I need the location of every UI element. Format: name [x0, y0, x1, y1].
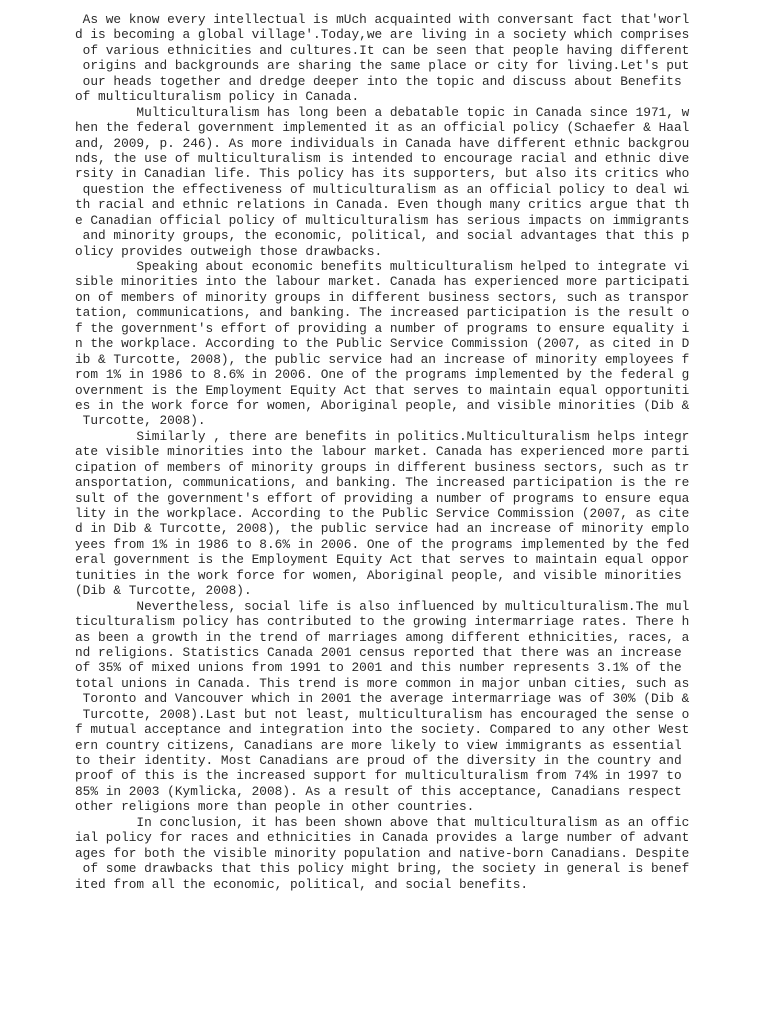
- text-line: ial policy for races and ethnicities in Canada provides a large number of advant: [75, 830, 690, 846]
- text-line: and, 2009, p. 246). As more individuals in Canada have different ethnic backgrou: [75, 135, 690, 151]
- text-line: yees from 1% in 1986 to 8.6% in 2006. One of the programs implemented by the fed: [75, 536, 690, 552]
- text-line: total unions in Canada. This trend is more common in major unban cities, such as: [75, 675, 690, 691]
- text-line: to their identity. Most Canadians are proud of the diversity in the country and: [75, 753, 682, 768]
- text-line: overnment is the Employment Equity Act that serves to maintain equal opportuniti: [75, 382, 690, 398]
- text-line: nd religions. Statistics Canada 2001 census reported that there was an increase: [75, 644, 682, 660]
- text-line: origins and backgrounds are sharing the same place or city for living.Let's put: [75, 58, 690, 74]
- text-line: es in the work force for women, Aboriginal people, and visible minorities (Dib &: [75, 397, 690, 413]
- text-line: tunities in the work force for women, Aboriginal people, and visible minorities: [75, 567, 682, 583]
- text-line: nds, the use of multiculturalism is intended to encourage racial and ethnic dive: [75, 150, 690, 166]
- text-line: d is becoming a global village'.Today,we are living in a society which comprises: [75, 27, 690, 43]
- text-line: ern country citizens, Canadians are more likely to view immigrants as essential: [75, 737, 682, 753]
- text-line: Similarly , there are benefits in politics.Multiculturalism helps integr: [75, 428, 690, 444]
- text-line: Speaking about economic benefits multiculturalism helped to integrate vi: [75, 259, 690, 274]
- text-line: n the workplace. According to the Public Service Commission (2007, as cited in D: [75, 336, 690, 352]
- text-line: cipation of members of minority groups in different business sectors, such as tr: [75, 459, 690, 475]
- text-line: of some drawbacks that this policy might bring, the society in general is benef: [75, 861, 690, 877]
- text-line: as been a growth in the trend of marriages among different ethnicities, races, a: [75, 629, 690, 645]
- text-line: 85% in 2003 (Kymlicka, 2008). As a result of this acceptance, Canadians respect: [75, 783, 682, 799]
- text-line: other religions more than people in other countries.: [75, 799, 475, 815]
- text-line: rsity in Canadian life. This policy has its supporters, but also its critics who: [75, 166, 690, 182]
- text-line: eral government is the Employment Equity Act that serves to maintain equal oppor: [75, 552, 690, 568]
- text-line: d in Dib & Turcotte, 2008), the public service had an increase of minority emplo: [75, 521, 690, 537]
- text-line: ited from all the economic, political, and social benefits.: [75, 876, 529, 892]
- text-line: ages for both the visible minority population and native-born Canadians. Despite: [75, 845, 690, 861]
- text-line: ate visible minorities into the labour market. Canada has experienced more parti: [75, 444, 690, 460]
- text-line: tation, communications, and banking. The increased participation is the result o: [75, 305, 690, 321]
- text-line: of multiculturalism policy in Canada.: [75, 89, 360, 105]
- text-line: ib & Turcotte, 2008), the public service had an increase of minority employees f: [75, 351, 690, 367]
- text-line: th racial and ethnic relations in Canada. Even though many critics argue that th: [75, 197, 690, 213]
- text-line: and minority groups, the economic, political, and social advantages that this p: [75, 228, 690, 244]
- text-line: As we know every intellectual is mUch acquainted with conversant fact that'worl: [75, 12, 690, 27]
- text-line: Toronto and Vancouver which in 2001 the average intermarriage was of 30% (Dib &: [75, 691, 690, 707]
- document-body: [75, 12, 695, 892]
- text-line: proof of this is the increased support for multiculturalism from 74% in 1997 to: [75, 768, 682, 784]
- text-line: sible minorities into the labour market. Canada has experienced more participati: [75, 274, 690, 290]
- text-line: (Dib & Turcotte, 2008).: [75, 583, 252, 599]
- text-line: olicy provides outweigh those drawbacks.: [75, 243, 383, 259]
- text-line: e Canadian official policy of multiculturalism has serious impacts on immigrants: [75, 212, 690, 228]
- text-line: Nevertheless, social life is also influenced by multiculturalism.The mul: [75, 598, 690, 614]
- text-line: lity in the workplace. According to the Public Service Commission (2007, as cite: [75, 506, 690, 521]
- text-line: Multiculturalism has long been a debatable topic in Canada since 1971, w: [75, 104, 690, 120]
- text-line: Turcotte, 2008).Last but not least, multiculturalism has encouraged the sense o: [75, 706, 690, 722]
- text-line: question the effectiveness of multiculturalism as an official policy to deal wi: [75, 181, 690, 197]
- text-line: Turcotte, 2008).: [75, 413, 206, 429]
- text-line: f mutual acceptance and integration into the society. Compared to any other West: [75, 722, 690, 738]
- text-line: ansportation, communications, and banking. The increased participation is the re: [75, 475, 690, 491]
- text-line: f the government's effort of providing a number of programs to ensure equality i: [75, 320, 690, 336]
- text-line: sult of the government's effort of providing a number of programs to ensure equa: [75, 490, 690, 506]
- text-line: of 35% of mixed unions from 1991 to 2001 and this number represents 3.1% of the: [75, 660, 682, 676]
- text-line: In conclusion, it has been shown above that multiculturalism as an offic: [75, 814, 690, 830]
- text-line: of various ethnicities and cultures.It can be seen that people having different: [75, 42, 690, 58]
- text-line: ticulturalism policy has contributed to the growing intermarriage rates. There h: [75, 614, 690, 630]
- text-line: rom 1% in 1986 to 8.6% in 2006. One of the programs implemented by the federal g: [75, 367, 690, 383]
- text-line: hen the federal government implemented it as an official policy (Schaefer & Haal: [75, 120, 690, 136]
- text-line: on of members of minority groups in different business sectors, such as transpor: [75, 289, 690, 305]
- text-line: our heads together and dredge deeper into the topic and discuss about Benefits: [75, 73, 682, 89]
